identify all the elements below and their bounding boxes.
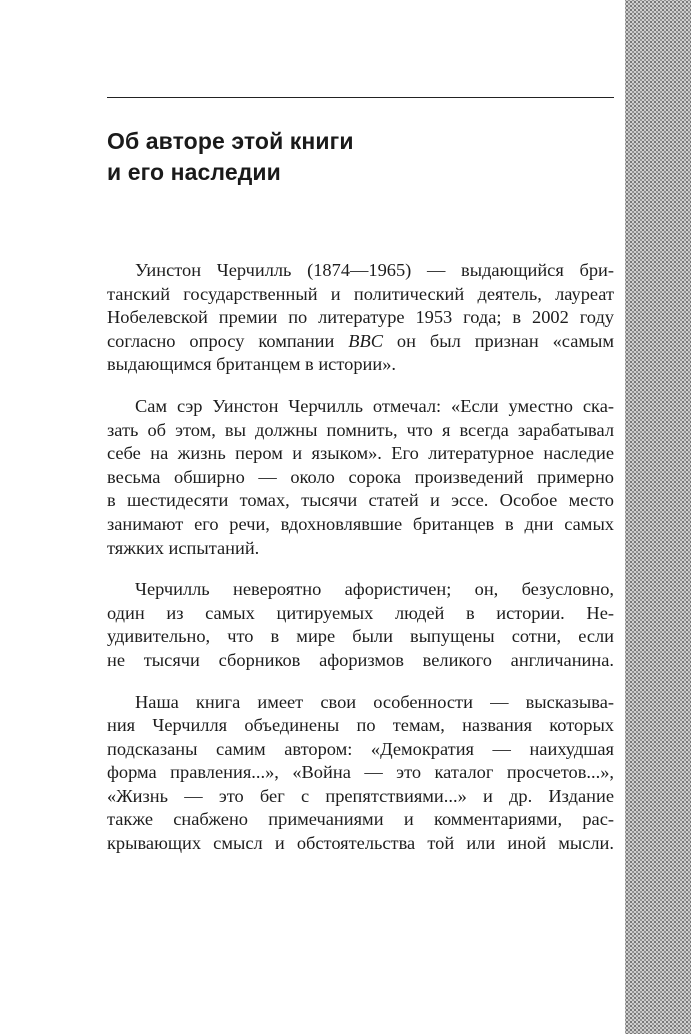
text-line: ния Черчилля объединены по темам, названия которых	[107, 715, 614, 736]
text-line: один из самых цитируемых людей в истории. Не-	[107, 602, 614, 623]
text-line: зать об этом, вы должны помнить, что я всегда зарабатывал	[107, 419, 614, 440]
text-segment: он был признан «самым	[383, 330, 614, 351]
text-line: себе на жизнь пером и языком». Его литературное наследие	[107, 443, 614, 464]
text-line	[107, 330, 614, 354]
text-line: «Жизнь — это бег с препятствиями...» и др. Издание	[107, 785, 614, 806]
paragraph-1	[107, 259, 614, 377]
text-line: занимают его речи, вдохновлявшие британцев в дни самых	[107, 513, 614, 534]
text-line: крывающих смысл и обстоятельства той или иной мысли.	[107, 833, 614, 854]
text-line: весьма обширно — около сорока произведений примерно	[107, 466, 614, 487]
text-line: Черчилль невероятно афористичен; он, безусловно,	[135, 579, 614, 600]
paragraph-4	[107, 691, 614, 856]
text-line: Наша книга имеет свои особенности — высказыва-	[135, 691, 614, 712]
text-segment: согласно опросу компании	[107, 330, 349, 351]
text-line: в шестидесяти томах, тысячи статей и эссе. Особое место	[107, 490, 614, 511]
text-line: не тысячи сборников афоризмов великого англичанина.	[107, 649, 614, 670]
text-line: подсказаны самим автором: «Демократия — наихудшая	[107, 738, 614, 759]
text-line: Нобелевской премии по литературе 1953 года; в 2002 году	[107, 307, 614, 328]
text-line: выдающимся британцем в истории».	[107, 354, 397, 375]
text-line: также снабжено примечаниями и комментариями, рас-	[107, 809, 614, 830]
page-title	[107, 126, 614, 188]
page-title-line-1: Об авторе этой книги	[107, 128, 354, 154]
bbc-italic: BBC	[348, 330, 384, 351]
text-line: тяжких испытаний.	[107, 537, 260, 558]
text-line: Сам сэр Уинстон Черчилль отмечал: «Если уместно ска-	[135, 395, 614, 416]
page-title-line-2: и его наследии	[107, 159, 281, 185]
text-line: Уинстон Черчилль (1874—1965) — выдающийся бри-	[135, 260, 614, 280]
paragraph-2	[107, 395, 614, 560]
paragraph-3	[107, 578, 614, 672]
text-line: форма правления...», «Война — это каталог просчетов...»,	[107, 762, 614, 783]
text-line: удивительно, что в мире были выпущены сотни, если	[107, 626, 614, 647]
top-divider-rule	[107, 97, 614, 98]
text-line: танский государственный и политический деятель, лауреат	[107, 283, 614, 304]
body-text	[107, 259, 614, 874]
page-edge-halftone-strip	[625, 0, 691, 1034]
